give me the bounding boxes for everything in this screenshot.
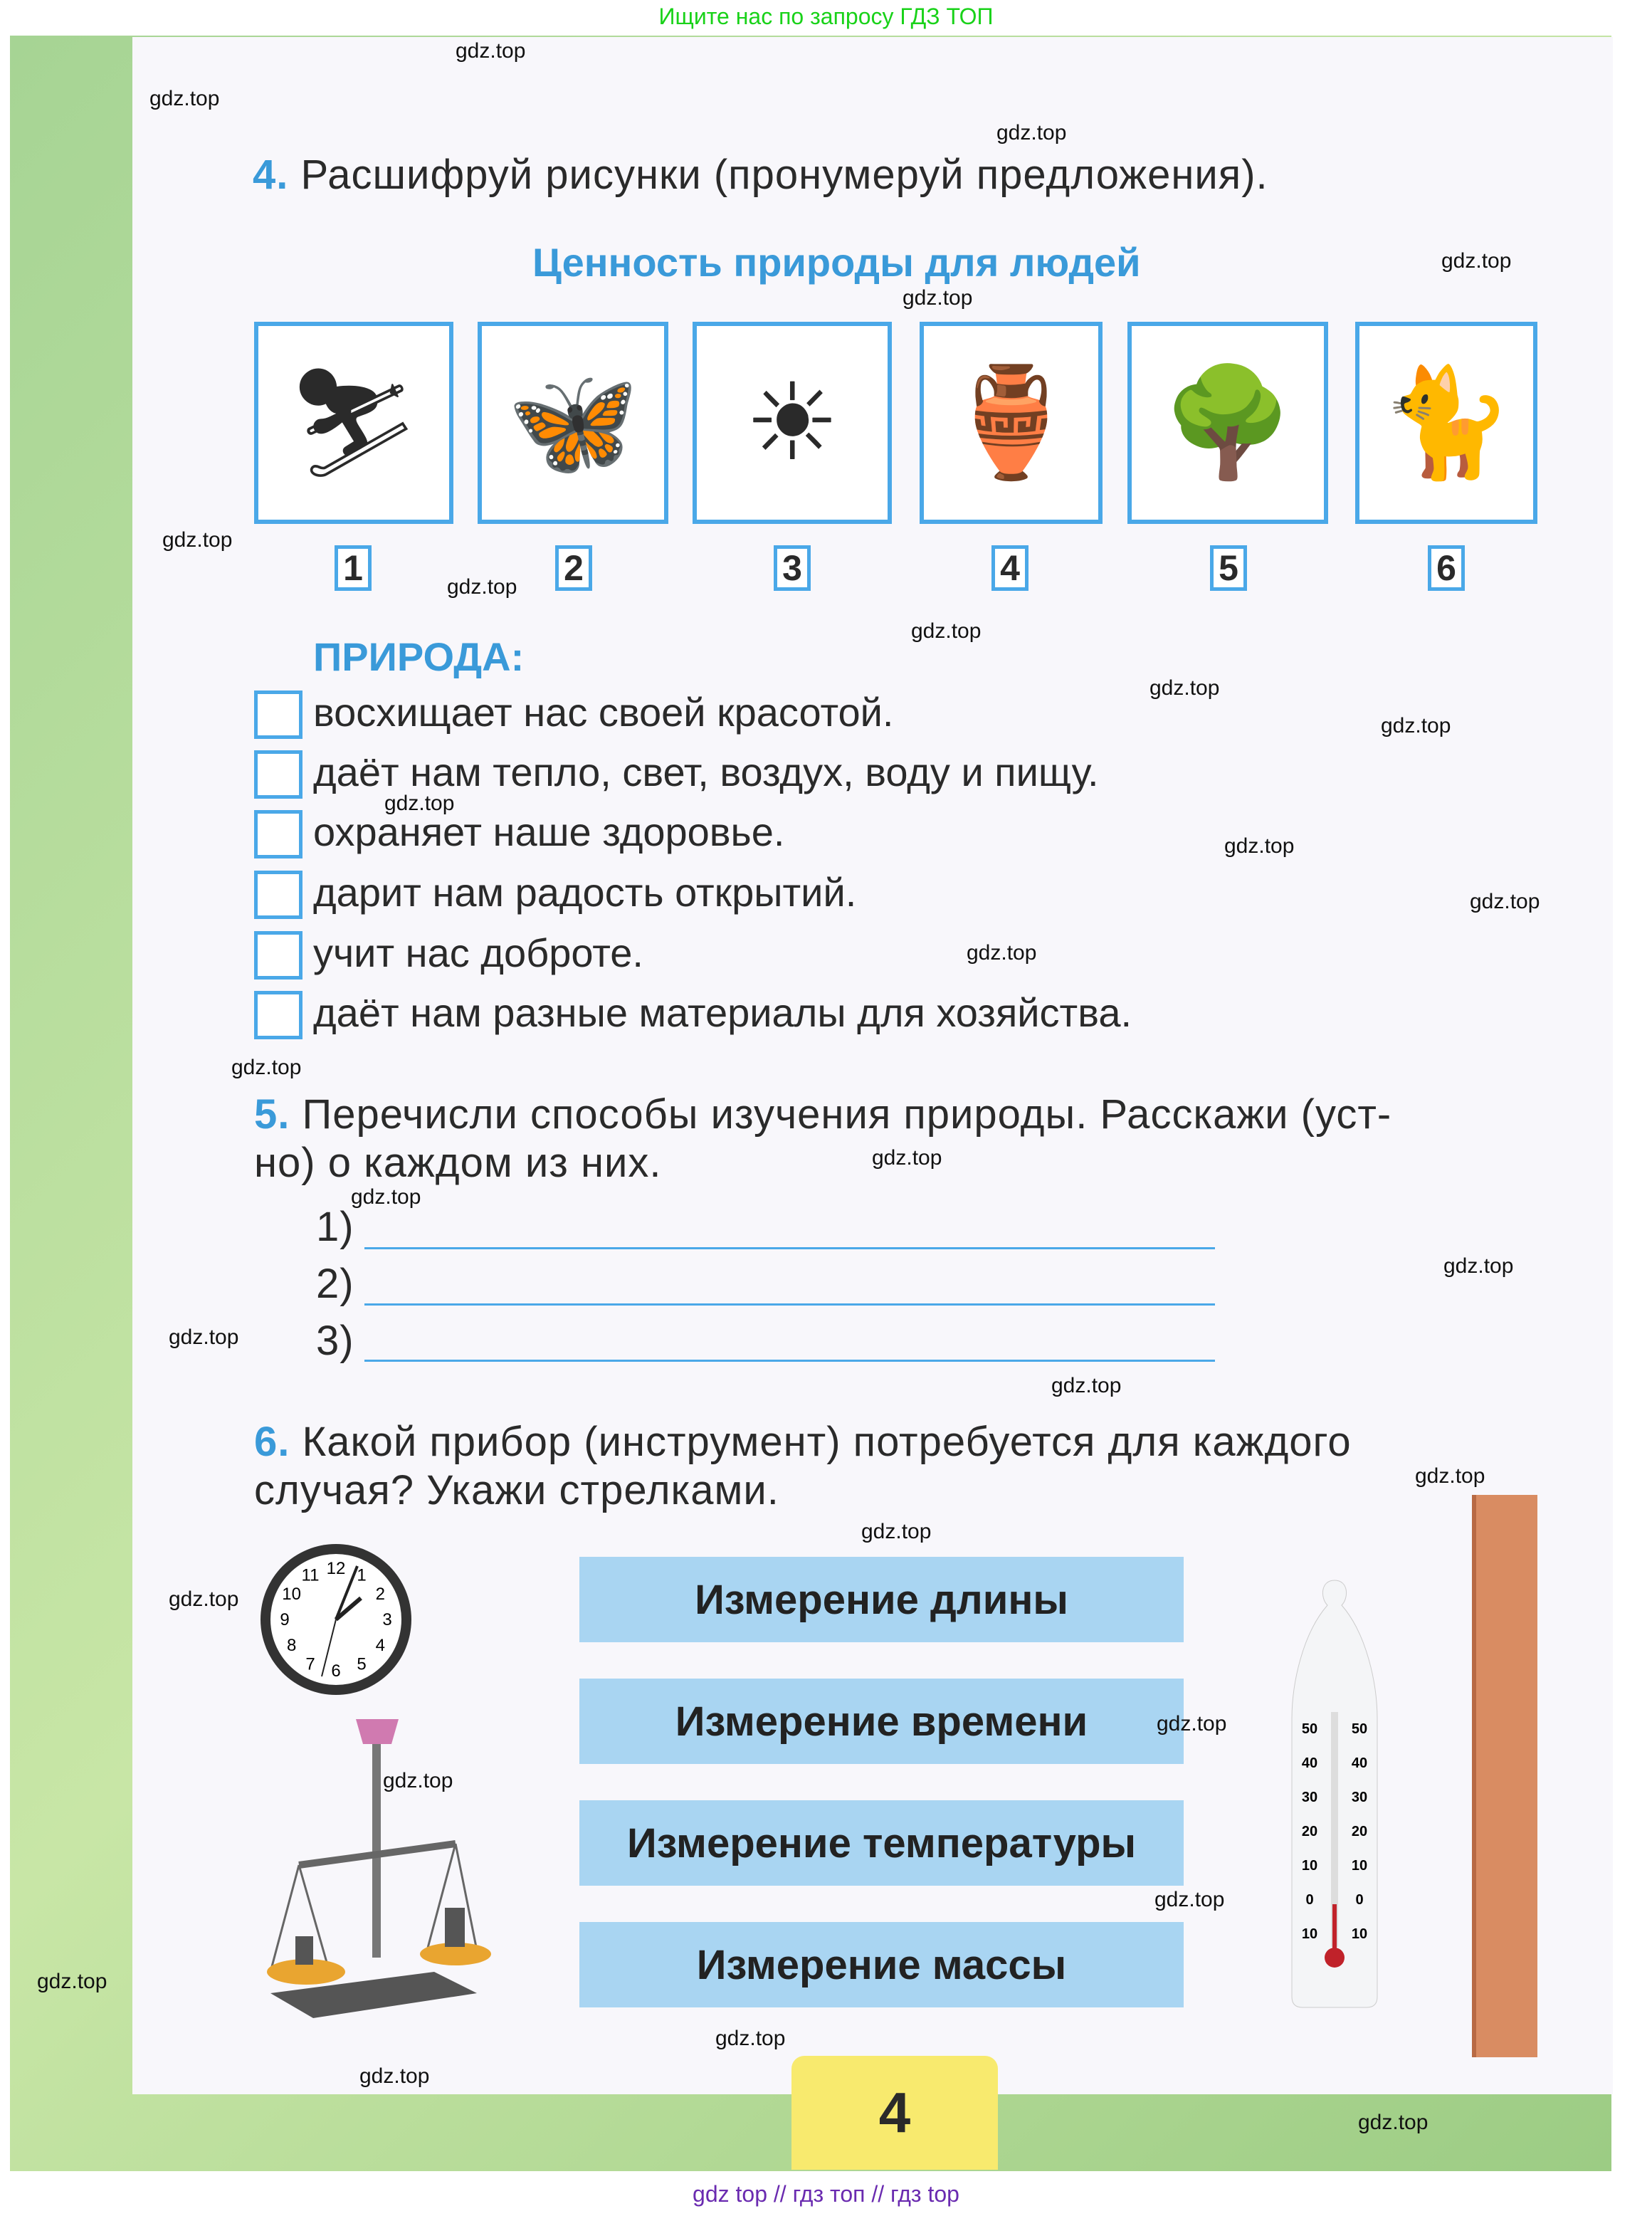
task4-number: 4. [253, 152, 289, 198]
watermark: gdz.top [37, 1970, 107, 1993]
thermometer-scale-label: 10 [1301, 1858, 1318, 1874]
answer-box-4[interactable] [254, 871, 302, 919]
statement-5: учит нас доброте. [313, 930, 643, 975]
watermark: gdz.top [162, 528, 233, 552]
answer-box-3[interactable] [254, 810, 302, 858]
answer-box-2[interactable] [254, 750, 302, 799]
clock-number: 3 [382, 1610, 392, 1629]
watermark: gdz.top [384, 792, 455, 815]
picture-number-1: 1 [335, 545, 372, 591]
thermometer-scale-label: 20 [1351, 1824, 1368, 1839]
statement-2: даёт нам тепло, свет, воздух, воду и пищу. [313, 750, 1099, 794]
picture-4 [920, 322, 1103, 524]
skier-icon: ⛷ [285, 362, 422, 482]
task4-title [253, 151, 1268, 199]
picture-number-6: 6 [1428, 545, 1465, 591]
thermometer-scale-label: 50 [1301, 1721, 1318, 1737]
box-length[interactable]: Измерение длины [579, 1557, 1184, 1642]
clock-number: 6 [331, 1661, 341, 1681]
watermark: gdz.top [1358, 2111, 1429, 2134]
clock-number: 2 [375, 1585, 386, 1604]
clock-number: 12 [326, 1559, 346, 1578]
watermark: gdz.top [383, 1769, 453, 1792]
watermark: gdz.top [872, 1146, 942, 1170]
picture-3 [693, 322, 892, 524]
watermark: gdz.top [911, 619, 982, 643]
boy-bird-forest-icon: 🌳 [1161, 362, 1295, 482]
clock-number: 9 [280, 1610, 290, 1629]
item-label-2: 2) [316, 1261, 354, 1307]
girl-cat-icon: 🐈 [1379, 362, 1513, 482]
butterfly-flower-icon: 🦋 [506, 362, 640, 482]
watermark: gdz.top [1157, 1712, 1227, 1735]
watermark: gdz.top [996, 121, 1067, 145]
page-number: 4 [791, 2056, 998, 2170]
task4-subtitle: Ценность природы для людей [532, 240, 1141, 285]
search-banner: Ищите нас по запросу ГДЗ ТОП [0, 0, 1652, 36]
watermark: gdz.top [359, 2064, 430, 2088]
thermometer-scale-label: 30 [1351, 1790, 1368, 1805]
clock-number: 5 [357, 1654, 367, 1674]
watermark: gdz.top [149, 87, 220, 110]
item-label-3: 3) [316, 1318, 354, 1364]
thermometer-scale-label: 0 [1355, 1892, 1364, 1908]
clock-icon[interactable] [254, 1541, 418, 1698]
thermometer-scale-label: 40 [1351, 1755, 1368, 1771]
clock-number: 11 [301, 1565, 320, 1585]
thermometer-scale-label: 40 [1301, 1755, 1318, 1771]
answer-box-1[interactable] [254, 690, 302, 739]
watermark: gdz.top [456, 39, 526, 63]
answer-box-5[interactable] [254, 931, 302, 980]
footer-links: gdz top // гдз топ // гдз top [0, 2173, 1652, 2216]
watermark: gdz.top [1381, 714, 1451, 737]
task6-line2: случая? Укажи стрелками. [254, 1467, 779, 1513]
answer-line-1[interactable] [364, 1247, 1215, 1249]
watermark: gdz.top [967, 941, 1037, 965]
task5-line1 [254, 1091, 1391, 1138]
watermark: gdz.top [1470, 890, 1540, 913]
statement-1: восхищает нас своей красотой. [313, 690, 894, 735]
picture-1 [254, 322, 453, 524]
clock-number: 10 [282, 1585, 301, 1604]
picture-number-3: 3 [774, 545, 811, 591]
answer-box-6[interactable] [254, 991, 302, 1039]
thermometer-scale-label: 10 [1351, 1858, 1368, 1874]
ruler-icon[interactable] [1472, 1495, 1537, 2057]
picture-2 [478, 322, 668, 524]
watermark: gdz.top [169, 1587, 239, 1611]
picture-number-5: 5 [1210, 545, 1247, 591]
box-mass[interactable]: Измерение массы [579, 1922, 1184, 2007]
clock-number: 1 [357, 1565, 367, 1585]
task4-text: Расшифруй рисунки (пронумеруй предложения). [300, 152, 1268, 198]
watermark: gdz.top [1149, 676, 1220, 700]
box-time[interactable]: Измерение времени [579, 1679, 1184, 1764]
clock-number: 4 [375, 1636, 386, 1655]
thermometer-scale-label: 30 [1301, 1790, 1318, 1805]
watermark: gdz.top [1224, 834, 1295, 858]
thermometer-scale-label: 50 [1351, 1721, 1368, 1737]
watermark: gdz.top [447, 575, 517, 599]
watermark: gdz.top [1441, 249, 1512, 273]
watermark: gdz.top [169, 1325, 239, 1349]
thermometer-scale-label: 10 [1301, 1926, 1318, 1942]
task6-text: Какой прибор (инструмент) потребуется для каждого [302, 1419, 1352, 1465]
nature-heading: ПРИРОДА: [313, 634, 525, 679]
task5-text: Перечисли способы изучения природы. Расскажи (уст- [302, 1091, 1392, 1138]
box-temperature[interactable]: Измерение температуры [579, 1800, 1184, 1886]
watermark: gdz.top [231, 1056, 302, 1079]
picture-6 [1355, 322, 1537, 524]
task5-number: 5. [254, 1091, 290, 1138]
watermark: gdz.top [903, 286, 973, 310]
watermark: gdz.top [351, 1185, 421, 1209]
tap-sun-apple-icon: ☀ [744, 362, 841, 482]
answer-line-3[interactable] [364, 1360, 1215, 1362]
watermark: gdz.top [861, 1520, 932, 1543]
answer-line-2[interactable] [364, 1303, 1215, 1306]
thermometer-icon[interactable] [1288, 1577, 1381, 2011]
clock-number: 7 [305, 1654, 315, 1674]
watermark: gdz.top [715, 2027, 786, 2050]
watermark: gdz.top [1415, 1464, 1485, 1488]
picture-5 [1127, 322, 1328, 524]
thermometer-scale-label: 20 [1301, 1824, 1318, 1839]
statement-3: охраняет наше здоровье. [313, 809, 785, 854]
task6-number: 6. [254, 1419, 290, 1465]
task5-line2: но) о каждом из них. [254, 1140, 662, 1186]
item-label-1: 1) [316, 1204, 354, 1250]
thermometer-scale-label: 10 [1351, 1926, 1368, 1942]
watermark: gdz.top [1154, 1888, 1225, 1911]
knife-vase-wood-icon: 🏺 [945, 362, 1078, 482]
picture-number-2: 2 [555, 545, 592, 591]
watermark: gdz.top [1443, 1254, 1514, 1278]
statement-6: даёт нам разные материалы для хозяйства. [313, 990, 1132, 1035]
picture-number-4: 4 [991, 545, 1028, 591]
task6-line1 [254, 1418, 1352, 1466]
thermometer-scale-label: 0 [1305, 1892, 1314, 1908]
balance-scale-icon[interactable] [256, 1716, 491, 2022]
watermark: gdz.top [1051, 1374, 1122, 1397]
statement-4: дарит нам радость открытий. [313, 870, 857, 915]
clock-number: 8 [286, 1636, 297, 1655]
